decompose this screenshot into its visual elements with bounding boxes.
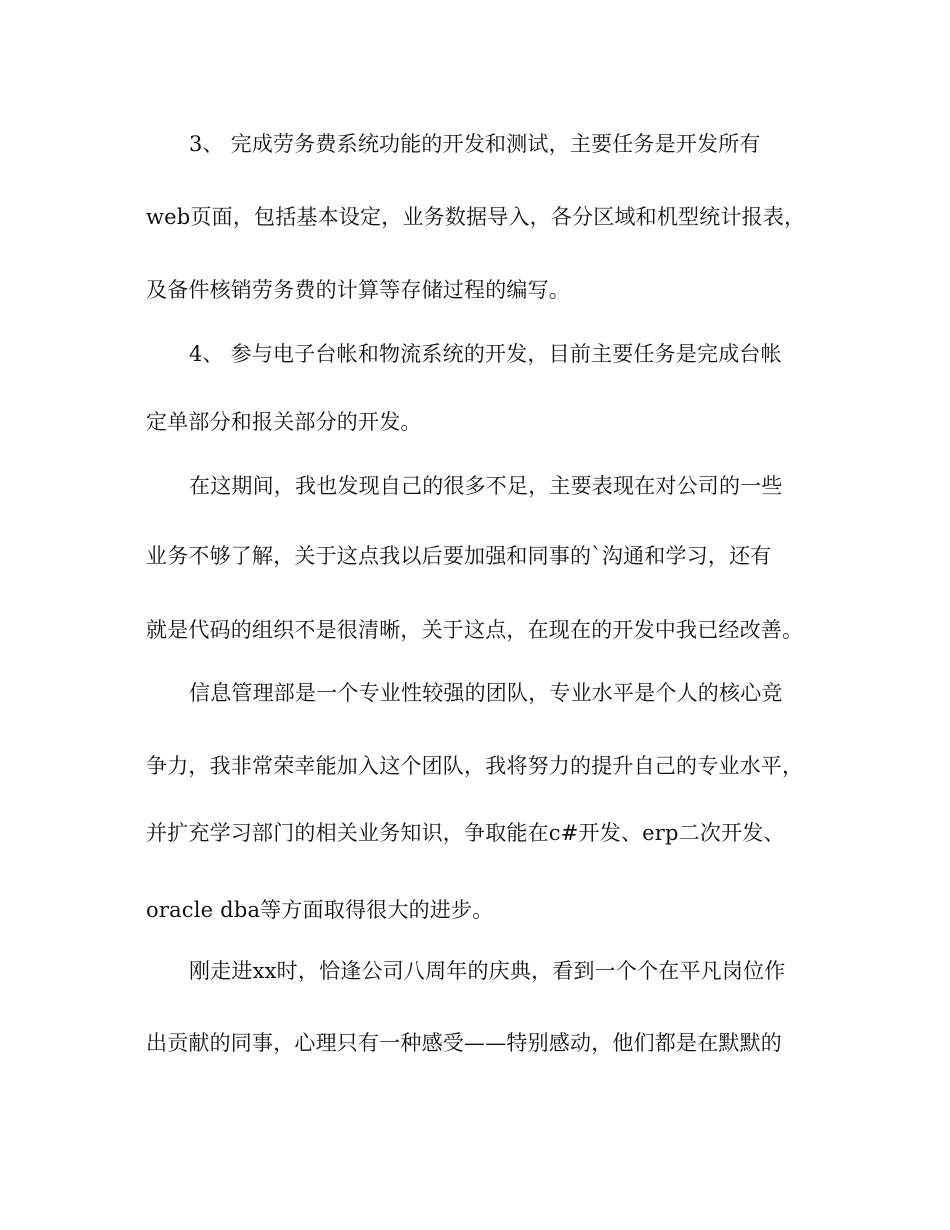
paragraph-line: 3、 完成劳务费系统功能的开发和测试，主要任务是开发所有 <box>189 132 761 156</box>
paragraph-line: 4、 参与电子台帐和物流系统的开发，目前主要任务是完成台帐 <box>189 342 782 366</box>
paragraph-line: 争力，我非常荣幸能加入这个团队，我将努力的提升自己的专业水平， <box>146 754 804 778</box>
paragraph-line: 就是代码的组织不是很清晰，关于这点，在现在的开发中我已经改善。 <box>146 618 804 642</box>
paragraph-line: 业务不够了解，关于这点我以后要加强和同事的`沟通和学习，还有 <box>146 544 772 568</box>
paragraph-line: web页面，包括基本设定，业务数据导入，各分区域和机型统计报表， <box>146 205 806 229</box>
paragraph-line: 在这期间，我也发现自己的很多不足，主要表现在对公司的一些 <box>189 474 783 498</box>
paragraph-line: oracle dba等方面取得很大的进步。 <box>146 898 494 922</box>
paragraph-line: 出贡献的同事，心理只有一种感受——特别感动，他们都是在默默的 <box>146 1031 782 1055</box>
paragraph-line: 及备件核销劳务费的计算等存储过程的编写。 <box>146 278 570 302</box>
paragraph-line: 信息管理部是一个专业性较强的团队，专业水平是个人的核心竞 <box>189 681 783 705</box>
paragraph-line: 刚走进xx时，恰逢公司八周年的庆典，看到一个个在平凡岗位作 <box>189 959 786 983</box>
paragraph-line: 定单部分和报关部分的开发。 <box>146 410 422 434</box>
paragraph-line: 并扩充学习部门的相关业务知识，争取能在c#开发、erp二次开发、 <box>146 821 785 845</box>
